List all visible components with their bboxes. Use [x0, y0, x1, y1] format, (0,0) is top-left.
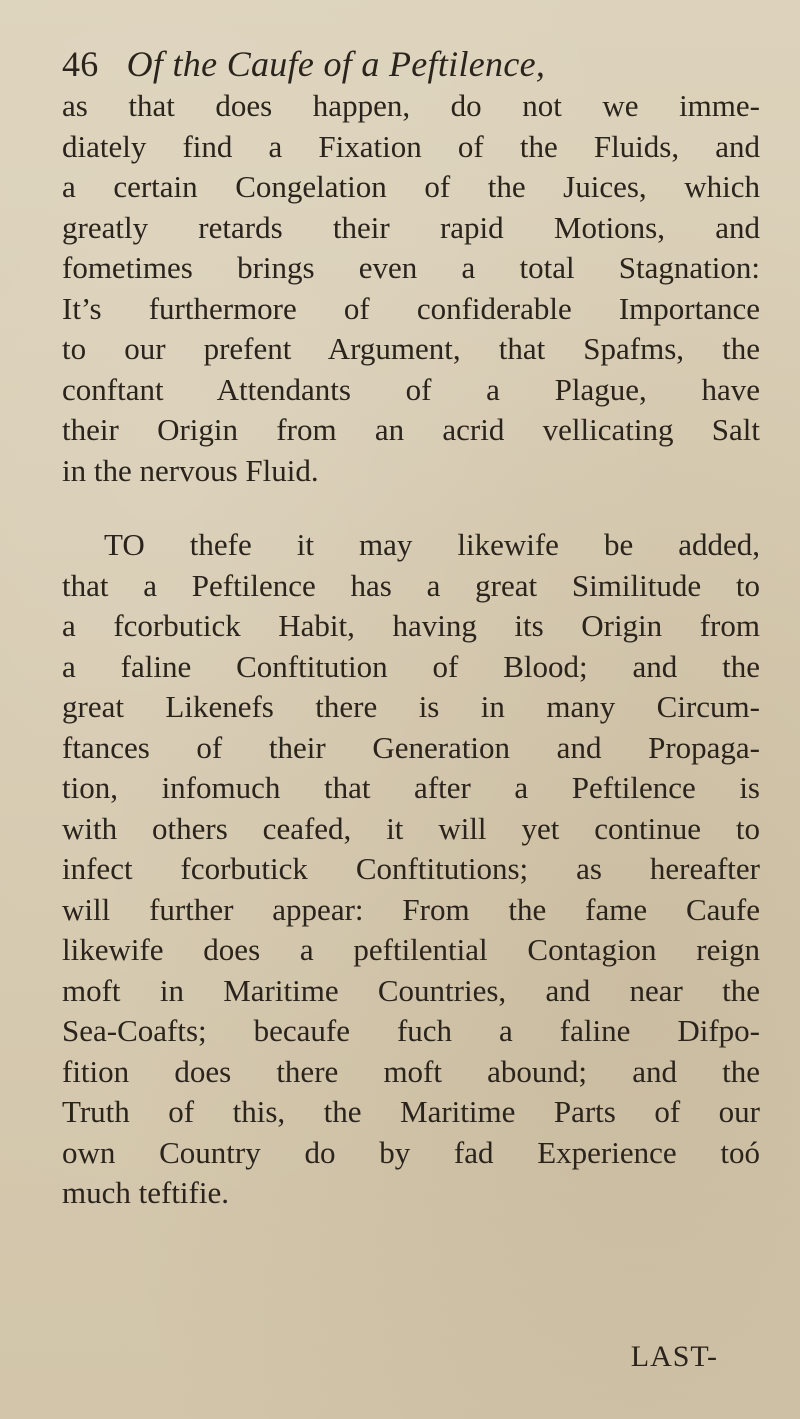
text-line: tion, infomuch that after a Peftilence is [62, 770, 760, 805]
text-line: fition does there moft abound; and the [62, 1053, 760, 1089]
text-line: likewife does a peftilential Contagion reign [62, 932, 760, 967]
text-line: a certain Congelation of the Juices, which [62, 169, 760, 204]
text-line: It’s furthermore of confiderable Importance [62, 290, 760, 326]
text-line: a faline Conftitution of Blood; and the [62, 648, 760, 684]
text-line: will further appear: From the fame Caufe [62, 891, 760, 927]
text-line: in the nervous Fluid. [62, 452, 319, 488]
text-line: great Likenefs there is in many Circum- [62, 689, 760, 724]
text-line: ftances of their Generation and Propaga- [62, 729, 760, 765]
text-line: a fcorbutick Habit, having its Origin from [62, 608, 760, 643]
text-line: diately find a Fixation of the Fluids, and [62, 128, 760, 164]
text-line: infect fcorbutick Conftitutions; as hereafter [62, 851, 760, 886]
paragraph-2 [62, 525, 760, 1214]
text-line: greatly retards their rapid Motions, and [62, 209, 760, 245]
text-line: conftant Attendants of a Plague, have [62, 371, 760, 407]
catchword: LAST- [630, 1340, 718, 1373]
text-line: much teftifie. [62, 1175, 229, 1210]
paragraph-1 [62, 86, 760, 491]
text-line: own Country do by fad Experience toó [62, 1134, 760, 1170]
running-head [62, 46, 760, 82]
text-line: moft in Maritime Countries, and near the [62, 972, 760, 1008]
text-line: Truth of this, the Maritime Parts of our [62, 1094, 760, 1129]
text-line: fometimes brings even a total Stagnation: [62, 250, 760, 285]
page-number: 46 [62, 44, 99, 84]
running-title: Of the Caufe of a Peftilence, [126, 44, 546, 84]
text-line: their Origin from an acrid vellicating Salt [62, 412, 760, 447]
text-line: to our prefent Argument, that Spafms, the [62, 331, 760, 366]
text-line: that a Peftilence has a great Similitude to [62, 567, 760, 603]
text-line: TO thefe it may likewife be added, [104, 527, 760, 562]
text-line: with others ceafed, it will yet continue to [62, 810, 760, 846]
text-line: as that does happen, do not we imme- [62, 88, 760, 123]
text-line: Sea-Coafts; becaufe fuch a faline Difpo- [62, 1013, 760, 1048]
